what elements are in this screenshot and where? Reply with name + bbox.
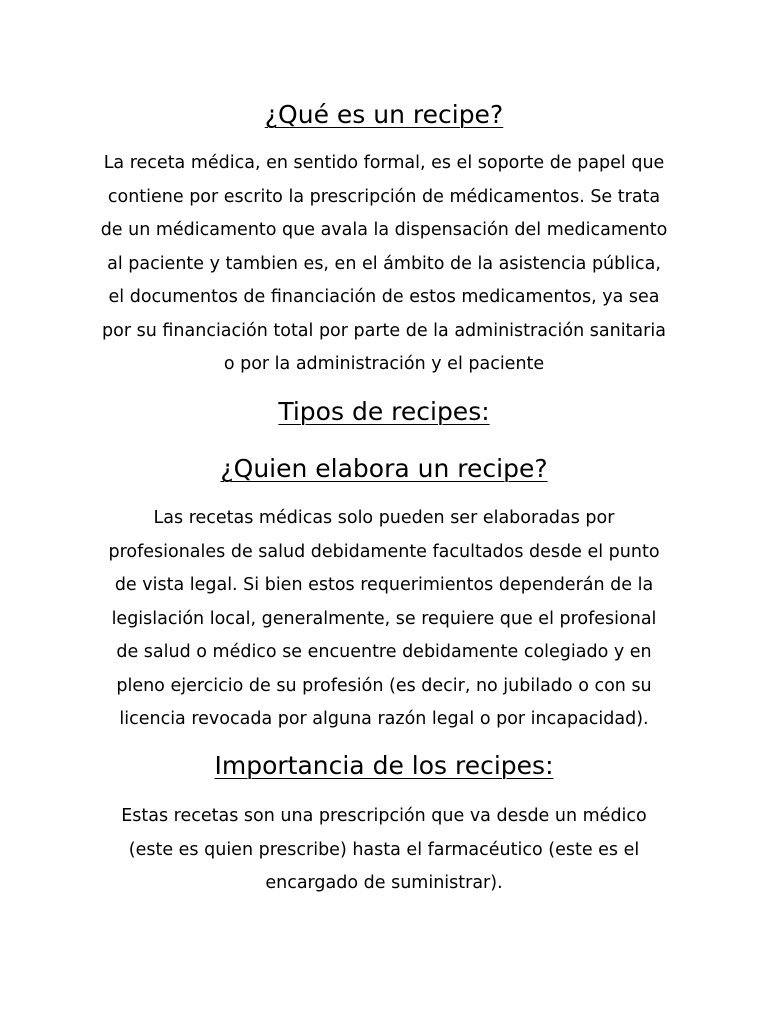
paragraph-line: de vista legal. Si bien estos requerimientos dependerán de la (114, 575, 654, 595)
paragraph-line: de un médicamento que avala la dispensación del medicamento (100, 220, 668, 240)
paragraph-line: licencia revocada por alguna razón legal o por incapacidad). (119, 709, 649, 729)
paragraph-line: La receta médica, en sentido formal, es el soporte de papel que (103, 153, 665, 173)
paragraph-definicion (0, 147, 768, 382)
paragraph-line: de salud o médico se encuentre debidamente colegiado y en (116, 642, 652, 662)
paragraph-line: Estas recetas son una prescripción que va desde un médico (121, 806, 647, 826)
heading-quien-elabora (0, 454, 768, 484)
heading-tipos-de-recipes (0, 397, 768, 427)
paragraph-line: por su financiación total por parte de la administración sanitaria (102, 320, 666, 341)
paragraph-line: legislación local, generalmente, se requiere que el profesional (111, 608, 657, 629)
heading-text: ¿Qué es un recipe? (264, 100, 504, 129)
heading-text: Importancia de los recipes: (214, 751, 554, 780)
paragraph-line: o por la administración y el paciente (223, 354, 545, 374)
paragraph-quien-elabora (0, 502, 768, 737)
heading-importancia (0, 751, 768, 781)
paragraph-line: al paciente y tambien es, en el ámbito de la asistencia pública, (107, 253, 661, 274)
paragraph-line: encargado de suministrar). (265, 873, 503, 893)
paragraph-line: Las recetas médicas solo pueden ser elaboradas por (153, 508, 615, 528)
paragraph-line: (este es quien prescribe) hasta el farmacéutico (este es el (128, 839, 640, 860)
paragraph-line: pleno ejercicio de su profesión (es decir, no jubilado o con su (116, 675, 652, 696)
heading-text: ¿Quien elabora un recipe? (220, 454, 548, 483)
paragraph-line: profesionales de salud debidamente facultados desde el punto (108, 541, 660, 562)
paragraph-line: contiene por escrito la prescripción de médicamentos. Se trata (107, 186, 661, 207)
paragraph-importancia (0, 800, 768, 901)
heading-que-es-un-recipe (0, 100, 768, 130)
heading-text: Tipos de recipes: (278, 397, 490, 426)
paragraph-line: el documentos de financiación de estos medicamentos, ya sea (108, 287, 660, 307)
